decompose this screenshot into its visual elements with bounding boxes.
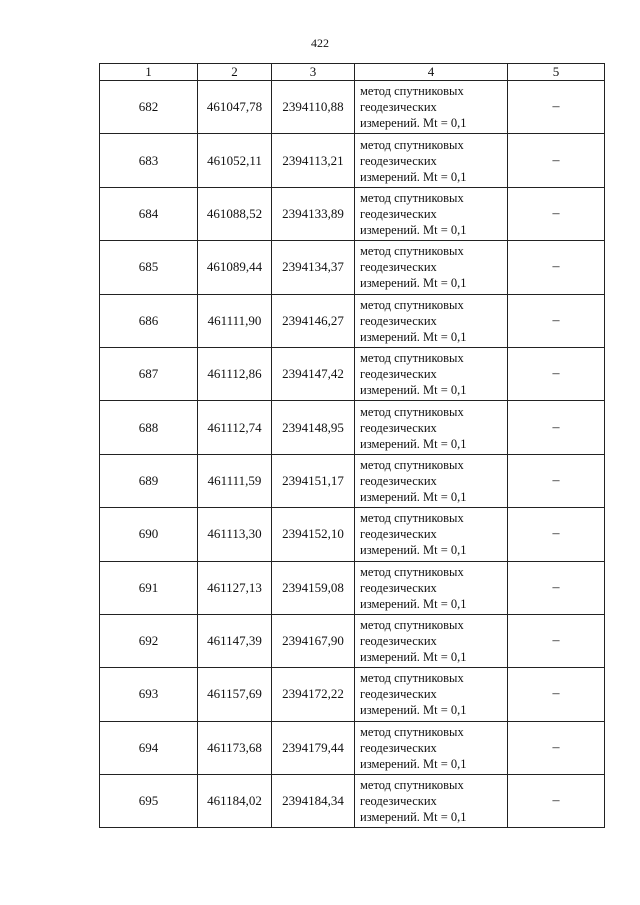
- method-line: метод спутниковых: [360, 778, 464, 793]
- x-coordinate-cell: 461088,52: [198, 187, 272, 240]
- x-coordinate-cell: 461047,78: [198, 81, 272, 134]
- note-cell: –: [508, 294, 605, 347]
- y-coordinate-cell: 2394184,34: [272, 775, 355, 828]
- method-line: измерений. Mt = 0,1: [360, 276, 467, 291]
- method-line: метод спутниковых: [360, 511, 464, 526]
- header-col-2: 2: [198, 64, 272, 81]
- method-line: метод спутниковых: [360, 671, 464, 686]
- method-line: геодезических: [360, 206, 437, 221]
- y-coordinate-cell: 2394146,27: [272, 294, 355, 347]
- point-number-cell: 691: [100, 561, 198, 614]
- y-coordinate-cell: 2394159,08: [272, 561, 355, 614]
- method-line: измерений. Mt = 0,1: [360, 383, 467, 398]
- note-cell: –: [508, 668, 605, 721]
- method-line: метод спутниковых: [360, 190, 464, 205]
- y-coordinate-cell: 2394110,88: [272, 81, 355, 134]
- y-coordinate-cell: 2394172,22: [272, 668, 355, 721]
- note-cell: –: [508, 614, 605, 667]
- point-number-cell: 686: [100, 294, 198, 347]
- point-number-cell: 690: [100, 508, 198, 561]
- point-number-cell: 683: [100, 134, 198, 187]
- method-line: метод спутниковых: [360, 724, 464, 739]
- point-number-cell: 692: [100, 614, 198, 667]
- method-line: измерений. Mt = 0,1: [360, 116, 467, 131]
- table-row: [100, 241, 605, 294]
- header-col-3: 3: [272, 64, 355, 81]
- y-coordinate-cell: 2394133,89: [272, 187, 355, 240]
- note-cell: –: [508, 401, 605, 454]
- method-line: метод спутниковых: [360, 297, 464, 312]
- method-cell: [355, 81, 508, 134]
- method-line: геодезических: [360, 473, 437, 488]
- table-row: [100, 187, 605, 240]
- table-row: [100, 721, 605, 774]
- method-cell: [355, 668, 508, 721]
- note-cell: –: [508, 775, 605, 828]
- method-cell: [355, 347, 508, 400]
- x-coordinate-cell: 461089,44: [198, 241, 272, 294]
- x-coordinate-cell: 461111,90: [198, 294, 272, 347]
- method-cell: [355, 454, 508, 507]
- y-coordinate-cell: 2394113,21: [272, 134, 355, 187]
- method-line: метод спутниковых: [360, 84, 464, 99]
- point-number-cell: 689: [100, 454, 198, 507]
- point-number-cell: 694: [100, 721, 198, 774]
- x-coordinate-cell: 461157,69: [198, 668, 272, 721]
- method-line: измерений. Mt = 0,1: [360, 222, 467, 237]
- coordinates-table: [99, 63, 605, 828]
- method-line: измерений. Mt = 0,1: [360, 756, 467, 771]
- y-coordinate-cell: 2394152,10: [272, 508, 355, 561]
- method-line: измерений. Mt = 0,1: [360, 436, 467, 451]
- method-line: измерений. Mt = 0,1: [360, 810, 467, 825]
- method-line: геодезических: [360, 420, 437, 435]
- method-line: метод спутниковых: [360, 351, 464, 366]
- note-cell: –: [508, 721, 605, 774]
- table-row: [100, 401, 605, 454]
- method-line: геодезических: [360, 634, 437, 649]
- method-cell: [355, 187, 508, 240]
- point-number-cell: 685: [100, 241, 198, 294]
- method-line: геодезических: [360, 580, 437, 595]
- note-cell: –: [508, 134, 605, 187]
- table-row: [100, 294, 605, 347]
- table-row: [100, 561, 605, 614]
- x-coordinate-cell: 461052,11: [198, 134, 272, 187]
- method-line: измерений. Mt = 0,1: [360, 329, 467, 344]
- y-coordinate-cell: 2394179,44: [272, 721, 355, 774]
- table-header-row: [100, 64, 605, 81]
- note-cell: –: [508, 561, 605, 614]
- header-col-1: 1: [100, 64, 198, 81]
- table-body: [100, 81, 605, 828]
- method-line: геодезических: [360, 260, 437, 275]
- x-coordinate-cell: 461111,59: [198, 454, 272, 507]
- method-line: геодезических: [360, 313, 437, 328]
- point-number-cell: 695: [100, 775, 198, 828]
- y-coordinate-cell: 2394147,42: [272, 347, 355, 400]
- x-coordinate-cell: 461127,13: [198, 561, 272, 614]
- method-line: измерений. Mt = 0,1: [360, 703, 467, 718]
- point-number-cell: 693: [100, 668, 198, 721]
- note-cell: –: [508, 454, 605, 507]
- method-line: геодезических: [360, 740, 437, 755]
- method-line: геодезических: [360, 687, 437, 702]
- table-row: [100, 668, 605, 721]
- method-line: метод спутниковых: [360, 564, 464, 579]
- page-number: 422: [311, 36, 329, 50]
- y-coordinate-cell: 2394151,17: [272, 454, 355, 507]
- table-row: [100, 347, 605, 400]
- x-coordinate-cell: 461184,02: [198, 775, 272, 828]
- method-cell: [355, 561, 508, 614]
- table-row: [100, 134, 605, 187]
- header-col-4: 4: [355, 64, 508, 81]
- method-cell: [355, 241, 508, 294]
- table-row: [100, 775, 605, 828]
- method-cell: [355, 134, 508, 187]
- method-line: метод спутниковых: [360, 404, 464, 419]
- x-coordinate-cell: 461113,30: [198, 508, 272, 561]
- note-cell: –: [508, 81, 605, 134]
- method-cell: [355, 508, 508, 561]
- header-col-5: 5: [508, 64, 605, 81]
- method-cell: [355, 401, 508, 454]
- method-line: измерений. Mt = 0,1: [360, 543, 467, 558]
- method-cell: [355, 721, 508, 774]
- note-cell: –: [508, 508, 605, 561]
- method-line: метод спутниковых: [360, 137, 464, 152]
- method-line: геодезических: [360, 794, 437, 809]
- point-number-cell: 684: [100, 187, 198, 240]
- method-line: геодезических: [360, 153, 437, 168]
- note-cell: –: [508, 187, 605, 240]
- table-row: [100, 614, 605, 667]
- method-line: измерений. Mt = 0,1: [360, 169, 467, 184]
- point-number-cell: 688: [100, 401, 198, 454]
- method-cell: [355, 775, 508, 828]
- y-coordinate-cell: 2394148,95: [272, 401, 355, 454]
- method-line: геодезических: [360, 527, 437, 542]
- y-coordinate-cell: 2394134,37: [272, 241, 355, 294]
- method-line: измерений. Mt = 0,1: [360, 650, 467, 665]
- table-row: [100, 508, 605, 561]
- method-line: метод спутниковых: [360, 457, 464, 472]
- method-cell: [355, 294, 508, 347]
- method-line: метод спутниковых: [360, 244, 464, 259]
- method-line: метод спутниковых: [360, 618, 464, 633]
- note-cell: –: [508, 241, 605, 294]
- point-number-cell: 687: [100, 347, 198, 400]
- table-row: [100, 454, 605, 507]
- method-line: измерений. Mt = 0,1: [360, 489, 467, 504]
- y-coordinate-cell: 2394167,90: [272, 614, 355, 667]
- method-cell: [355, 614, 508, 667]
- x-coordinate-cell: 461112,86: [198, 347, 272, 400]
- x-coordinate-cell: 461147,39: [198, 614, 272, 667]
- table-row: [100, 81, 605, 134]
- method-line: геодезических: [360, 100, 437, 115]
- x-coordinate-cell: 461112,74: [198, 401, 272, 454]
- method-line: измерений. Mt = 0,1: [360, 596, 467, 611]
- note-cell: –: [508, 347, 605, 400]
- method-line: геодезических: [360, 367, 437, 382]
- point-number-cell: 682: [100, 81, 198, 134]
- x-coordinate-cell: 461173,68: [198, 721, 272, 774]
